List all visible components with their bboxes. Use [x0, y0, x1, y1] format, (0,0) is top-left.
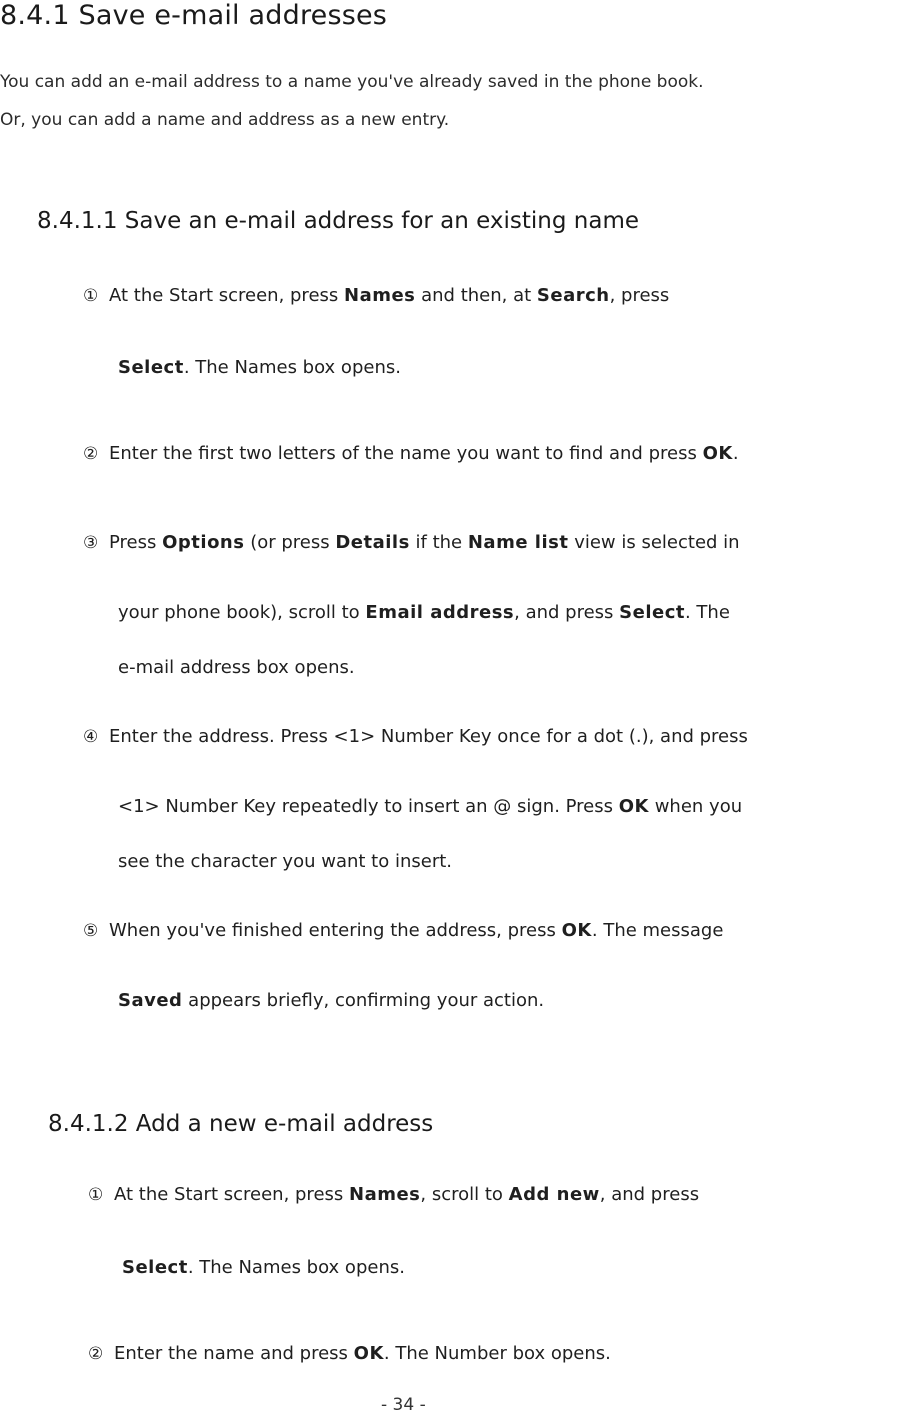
step-text: , press — [609, 285, 670, 306]
step-text: view is selected in — [568, 532, 740, 553]
step-3-line-2 — [118, 602, 730, 623]
step-number: ① — [88, 1185, 104, 1205]
key-label: Email address — [365, 602, 515, 623]
step-text: , scroll to — [420, 1184, 509, 1205]
step-number: ② — [88, 1344, 104, 1364]
step-4-line-3 — [118, 851, 452, 872]
key-label: Select — [122, 1257, 188, 1278]
step-text: e-mail address box opens. — [118, 657, 355, 678]
key-label: Name list — [467, 532, 569, 553]
step-text: , and press — [514, 602, 620, 623]
step-text: At the Start screen, press — [114, 1184, 349, 1205]
step-text: , and press — [599, 1184, 700, 1205]
key-label: Names — [344, 285, 416, 306]
key-label: Add new — [508, 1184, 600, 1205]
key-label: Search — [536, 285, 610, 306]
step-3-line-1 — [83, 532, 740, 553]
step-3-line-3 — [118, 657, 355, 678]
intro-line-1: You can add an e-mail address to a name you've already saved in the phone book. — [0, 72, 704, 92]
new-step-2-line-1 — [88, 1343, 611, 1364]
step-text: . The — [684, 602, 730, 623]
step-number: ② — [83, 444, 99, 464]
step-text: . — [732, 443, 739, 464]
step-text: when you — [648, 796, 743, 817]
key-label: Select — [118, 357, 184, 378]
step-4-line-1 — [83, 726, 748, 747]
step-text: Press — [109, 532, 163, 553]
intro-line-2: Or, you can add a name and address as a new entry. — [0, 110, 450, 130]
new-step-1-line-1 — [88, 1184, 699, 1205]
step-text: appears briefly, confirming your action. — [182, 990, 545, 1011]
step-number: ⑤ — [83, 921, 99, 941]
key-label: Select — [619, 602, 685, 623]
step-text: <1> Number Key repeatedly to insert an @ sign. Press — [118, 796, 619, 817]
new-step-1-line-2 — [122, 1257, 405, 1278]
key-label: Details — [335, 532, 410, 553]
key-label: OK — [702, 443, 733, 464]
step-text: At the Start screen, press — [109, 285, 344, 306]
key-label: Names — [349, 1184, 421, 1205]
subsection-heading-2: 8.4.1.2 Add a new e-mail address — [48, 1111, 434, 1137]
step-number: ④ — [83, 727, 99, 747]
step-5-line-2 — [118, 990, 544, 1011]
page-number: - 34 - — [381, 1395, 426, 1415]
step-text: . The Names box opens. — [183, 357, 401, 378]
step-2-line-1 — [83, 443, 739, 464]
step-text: Enter the first two letters of the name you want to find and press — [109, 443, 703, 464]
step-text: if the — [409, 532, 468, 553]
key-label: Options — [162, 532, 245, 553]
step-text: . The Names box opens. — [187, 1257, 405, 1278]
step-number: ③ — [83, 533, 99, 553]
step-text: your phone book), scroll to — [118, 602, 366, 623]
subsection-heading-1: 8.4.1.1 Save an e-mail address for an existing name — [37, 208, 640, 234]
section-title: 8.4.1 Save e-mail addresses — [0, 0, 388, 31]
key-label: OK — [561, 920, 592, 941]
step-text: . The message — [591, 920, 724, 941]
key-label: Saved — [118, 990, 183, 1011]
step-number: ① — [83, 286, 99, 306]
step-text: and then, at — [415, 285, 537, 306]
step-text: . The Number box opens. — [383, 1343, 611, 1364]
step-text: see the character you want to insert. — [118, 851, 452, 872]
step-5-line-1 — [83, 920, 723, 941]
step-1-line-2 — [118, 357, 401, 378]
step-4-line-2 — [118, 796, 742, 817]
key-label: OK — [353, 1343, 384, 1364]
step-text: Enter the name and press — [114, 1343, 354, 1364]
step-1-line-1 — [83, 285, 669, 306]
step-text: When you've finished entering the address, press — [109, 920, 562, 941]
step-text: (or press — [244, 532, 336, 553]
key-label: OK — [618, 796, 649, 817]
step-text: Enter the address. Press <1> Number Key once for a dot (.), and press — [109, 726, 748, 747]
